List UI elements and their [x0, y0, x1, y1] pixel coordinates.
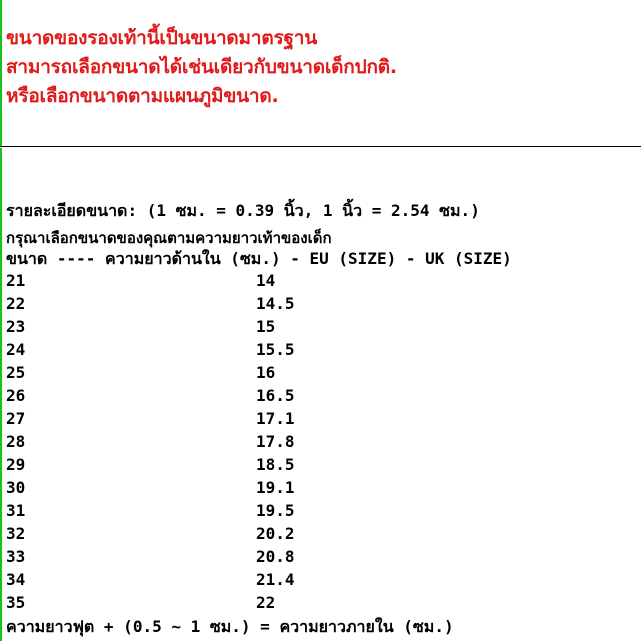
notice-line: สามารถเลือกขนาดได้เช่นเดียวกับขนาดเด็กปกติ.: [6, 56, 397, 78]
inner-length-cell: 20.2: [256, 524, 295, 543]
table-row: [6, 453, 406, 476]
table-row: [6, 338, 406, 361]
size-cell: 22: [6, 294, 26, 313]
inner-length-cell: 16: [256, 363, 276, 382]
table-row: [6, 315, 406, 338]
table-row: [6, 591, 406, 614]
inner-length-cell: 17.1: [256, 409, 295, 428]
left-accent-bar-top: [0, 0, 2, 146]
table-row: [6, 269, 406, 292]
section-divider: [0, 146, 641, 147]
size-cell: 30: [6, 478, 26, 497]
table-row: [6, 430, 406, 453]
left-accent-bar-bottom: [0, 148, 2, 641]
size-cell: 27: [6, 409, 26, 428]
size-cell: 21: [6, 271, 26, 290]
table-row: [6, 522, 406, 545]
inner-length-cell: 16.5: [256, 386, 295, 405]
size-cell: 29: [6, 455, 26, 474]
inner-length-cell: 14: [256, 271, 276, 290]
inner-length-cell: 17.8: [256, 432, 295, 451]
size-table-header: ขนาด ---- ความยาวด้านใน (ซม.) - EU (SIZE) - UK (SIZE): [6, 249, 512, 268]
table-row: [6, 407, 406, 430]
inner-length-cell: 15.5: [256, 340, 295, 359]
inner-length-cell: 22: [256, 593, 276, 612]
table-row: [6, 499, 406, 522]
size-cell: 23: [6, 317, 26, 336]
size-cell: 24: [6, 340, 26, 359]
size-cell: 26: [6, 386, 26, 405]
inner-length-cell: 14.5: [256, 294, 295, 313]
inner-length-cell: 19.5: [256, 501, 295, 520]
size-cell: 34: [6, 570, 26, 589]
table-row: [6, 568, 406, 591]
table-row: [6, 476, 406, 499]
inner-length-formula: ความยาวฟุต + (0.5 ~ 1 ซม.) = ความยาวภายใน (ซม.): [6, 617, 454, 636]
notice-line: หรือเลือกขนาดตามแผนภูมิขนาด.: [6, 85, 279, 107]
table-row: [6, 545, 406, 568]
inner-length-cell: 20.8: [256, 547, 295, 566]
size-cell: 32: [6, 524, 26, 543]
size-cell: 35: [6, 593, 26, 612]
size-details-heading: รายละเอียดขนาด: (1 ซม. = 0.39 นิ้ว, 1 นิ้ว = 2.54 ซม.): [6, 201, 480, 220]
size-table: [6, 269, 406, 614]
size-cell: 31: [6, 501, 26, 520]
size-cell: 33: [6, 547, 26, 566]
inner-length-cell: 21.4: [256, 570, 295, 589]
size-cell: 25: [6, 363, 26, 382]
notice-line: ขนาดของรองเท้านี้เป็นขนาดมาตรฐาน: [6, 27, 318, 49]
table-row: [6, 361, 406, 384]
choose-size-instruction: กรุณาเลือกขนาดของคุณตามความยาวเท้าของเด็ก: [6, 229, 332, 247]
inner-length-cell: 18.5: [256, 455, 295, 474]
table-row: [6, 384, 406, 407]
table-row: [6, 292, 406, 315]
inner-length-cell: 15: [256, 317, 276, 336]
size-cell: 28: [6, 432, 26, 451]
size-notice: [6, 24, 634, 111]
inner-length-cell: 19.1: [256, 478, 295, 497]
